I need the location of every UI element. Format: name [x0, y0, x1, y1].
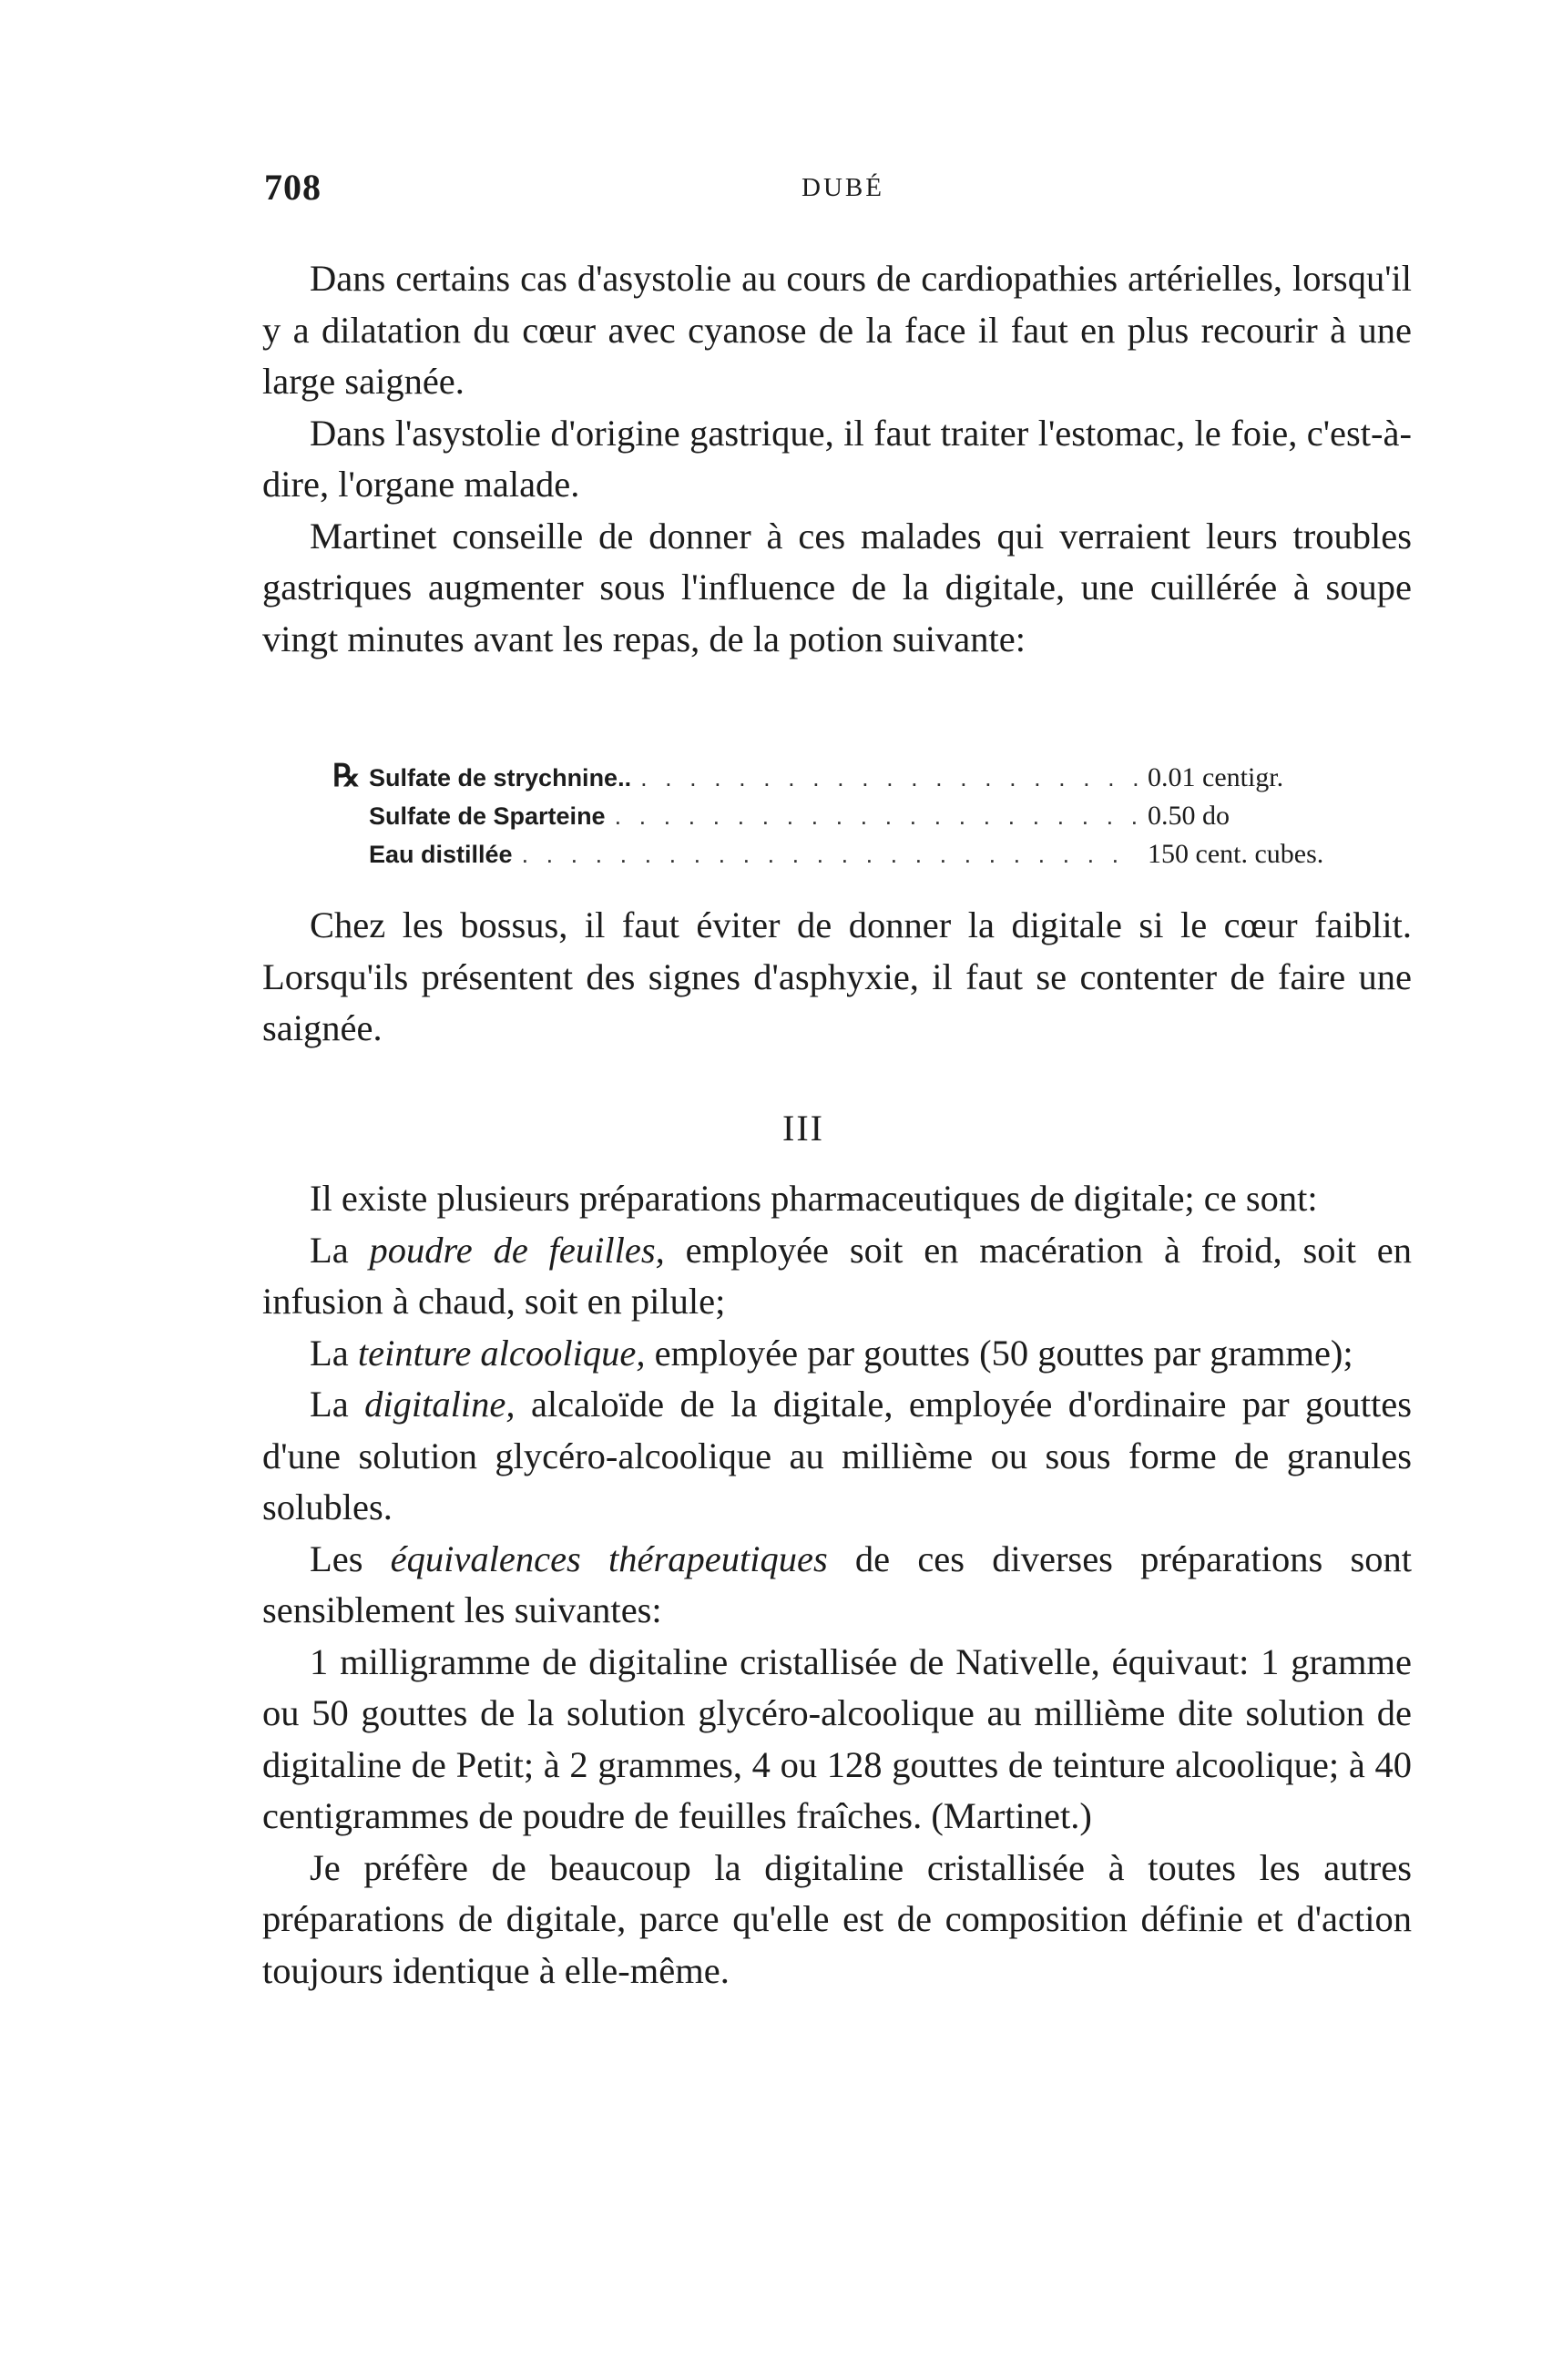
- paragraph-equivalences: Les équivalences thérapeutiques de ces diverses préparations sont sensiblement les suivantes:: [262, 1537, 1412, 1630]
- recipe-symbol: ℞: [332, 760, 361, 793]
- italic-term: teinture alcoolique,: [357, 1332, 646, 1374]
- paragraph-preparation: La digitaline, alcaloïde de la digitale, employée d'ordinaire par gouttes d'une solution glycéro-alcoolique au millième ou sous forme de granules solubles.: [262, 1384, 1413, 1527]
- section-heading: III: [782, 1108, 824, 1149]
- prescription-row: [332, 835, 1389, 873]
- ingredient-name: Sulfate de Sparteine: [369, 802, 606, 830]
- paragraph: Dans certains cas d'asystolie au cours de cardiopathies artérielles, lorsqu'il y a dilatation du cœur avec cyanose de la face il faut en plus recourir à une large saignée.: [262, 258, 1412, 402]
- dot-leader: [615, 797, 1138, 835]
- paragraph-preparation: La poudre de feuilles, employée soit en macération à froid, soit en infusion à chaud, soit en pilule;: [262, 1229, 1413, 1322]
- prescription-row: [332, 758, 1389, 797]
- italic-term: équivalences thérapeutiques: [390, 1537, 828, 1579]
- text-block-bossus: [262, 900, 1412, 1055]
- page-number: 708: [264, 167, 322, 208]
- ingredient-quantity: 0.01 centigr.: [1148, 762, 1284, 792]
- paragraph: Chez les bossus, il faut éviter de donner la digitale si le cœur faiblit. Lorsqu'ils présentent des signes d'asphyxie, il faut se contenter de faire une saignée.: [262, 904, 1412, 1048]
- paragraph: Martinet conseille de donner à ces malades qui verraient leurs troubles gastriques augmenter sous l'influence de la digitale, une cuillérée à soupe vingt minutes avant les repas, de la potion suivante:: [262, 515, 1412, 659]
- prescription-formula: [332, 758, 1389, 873]
- italic-term: poudre de feuilles,: [369, 1229, 665, 1271]
- page-header: [264, 166, 1406, 220]
- text-block-section-iii: [262, 1173, 1412, 1997]
- text-block-intro: [262, 253, 1412, 665]
- paragraph-preparation: La teinture alcoolique, employée par gouttes (50 gouttes par gramme);: [310, 1332, 1353, 1374]
- ingredient-quantity: 150 cent. cubes.: [1148, 839, 1324, 869]
- italic-term: digitaline,: [364, 1384, 516, 1425]
- ingredient-name: Eau distillée: [369, 841, 513, 868]
- ingredient-name: Sulfate de strychnine..: [369, 764, 632, 792]
- paragraph: Dans l'asystolie d'origine gastrique, il faut traiter l'estomac, le foie, c'est-à-dire, l'organe malade.: [262, 412, 1412, 505]
- paragraph: Je préfère de beaucoup la digitaline cristallisée à toutes les autres préparations de digitale, parce qu'elle est de composition définie et d'action toujours identique à elle-même.: [262, 1846, 1412, 1991]
- prescription-row: [332, 797, 1389, 835]
- paragraph: Il existe plusieurs préparations pharmaceutiques de digitale; ce sont:: [310, 1178, 1318, 1219]
- running-head: DUBÉ: [802, 173, 884, 202]
- ingredient-quantity: 0.50 do: [1148, 801, 1230, 831]
- paragraph: 1 milligramme de digitaline cristallisée de Nativelle, équivaut: 1 gramme ou 50 gouttes de la solution glycéro-alcoolique au millième dite solution de digitaline de Petit; à 2 grammes, 4 ou 128 gouttes de teinture alcoolique; à 40 centigrammes de poudre de feuilles fraîches. (Martinet.): [262, 1640, 1412, 1836]
- dot-leader: [522, 835, 1138, 873]
- dot-leader: [640, 759, 1138, 797]
